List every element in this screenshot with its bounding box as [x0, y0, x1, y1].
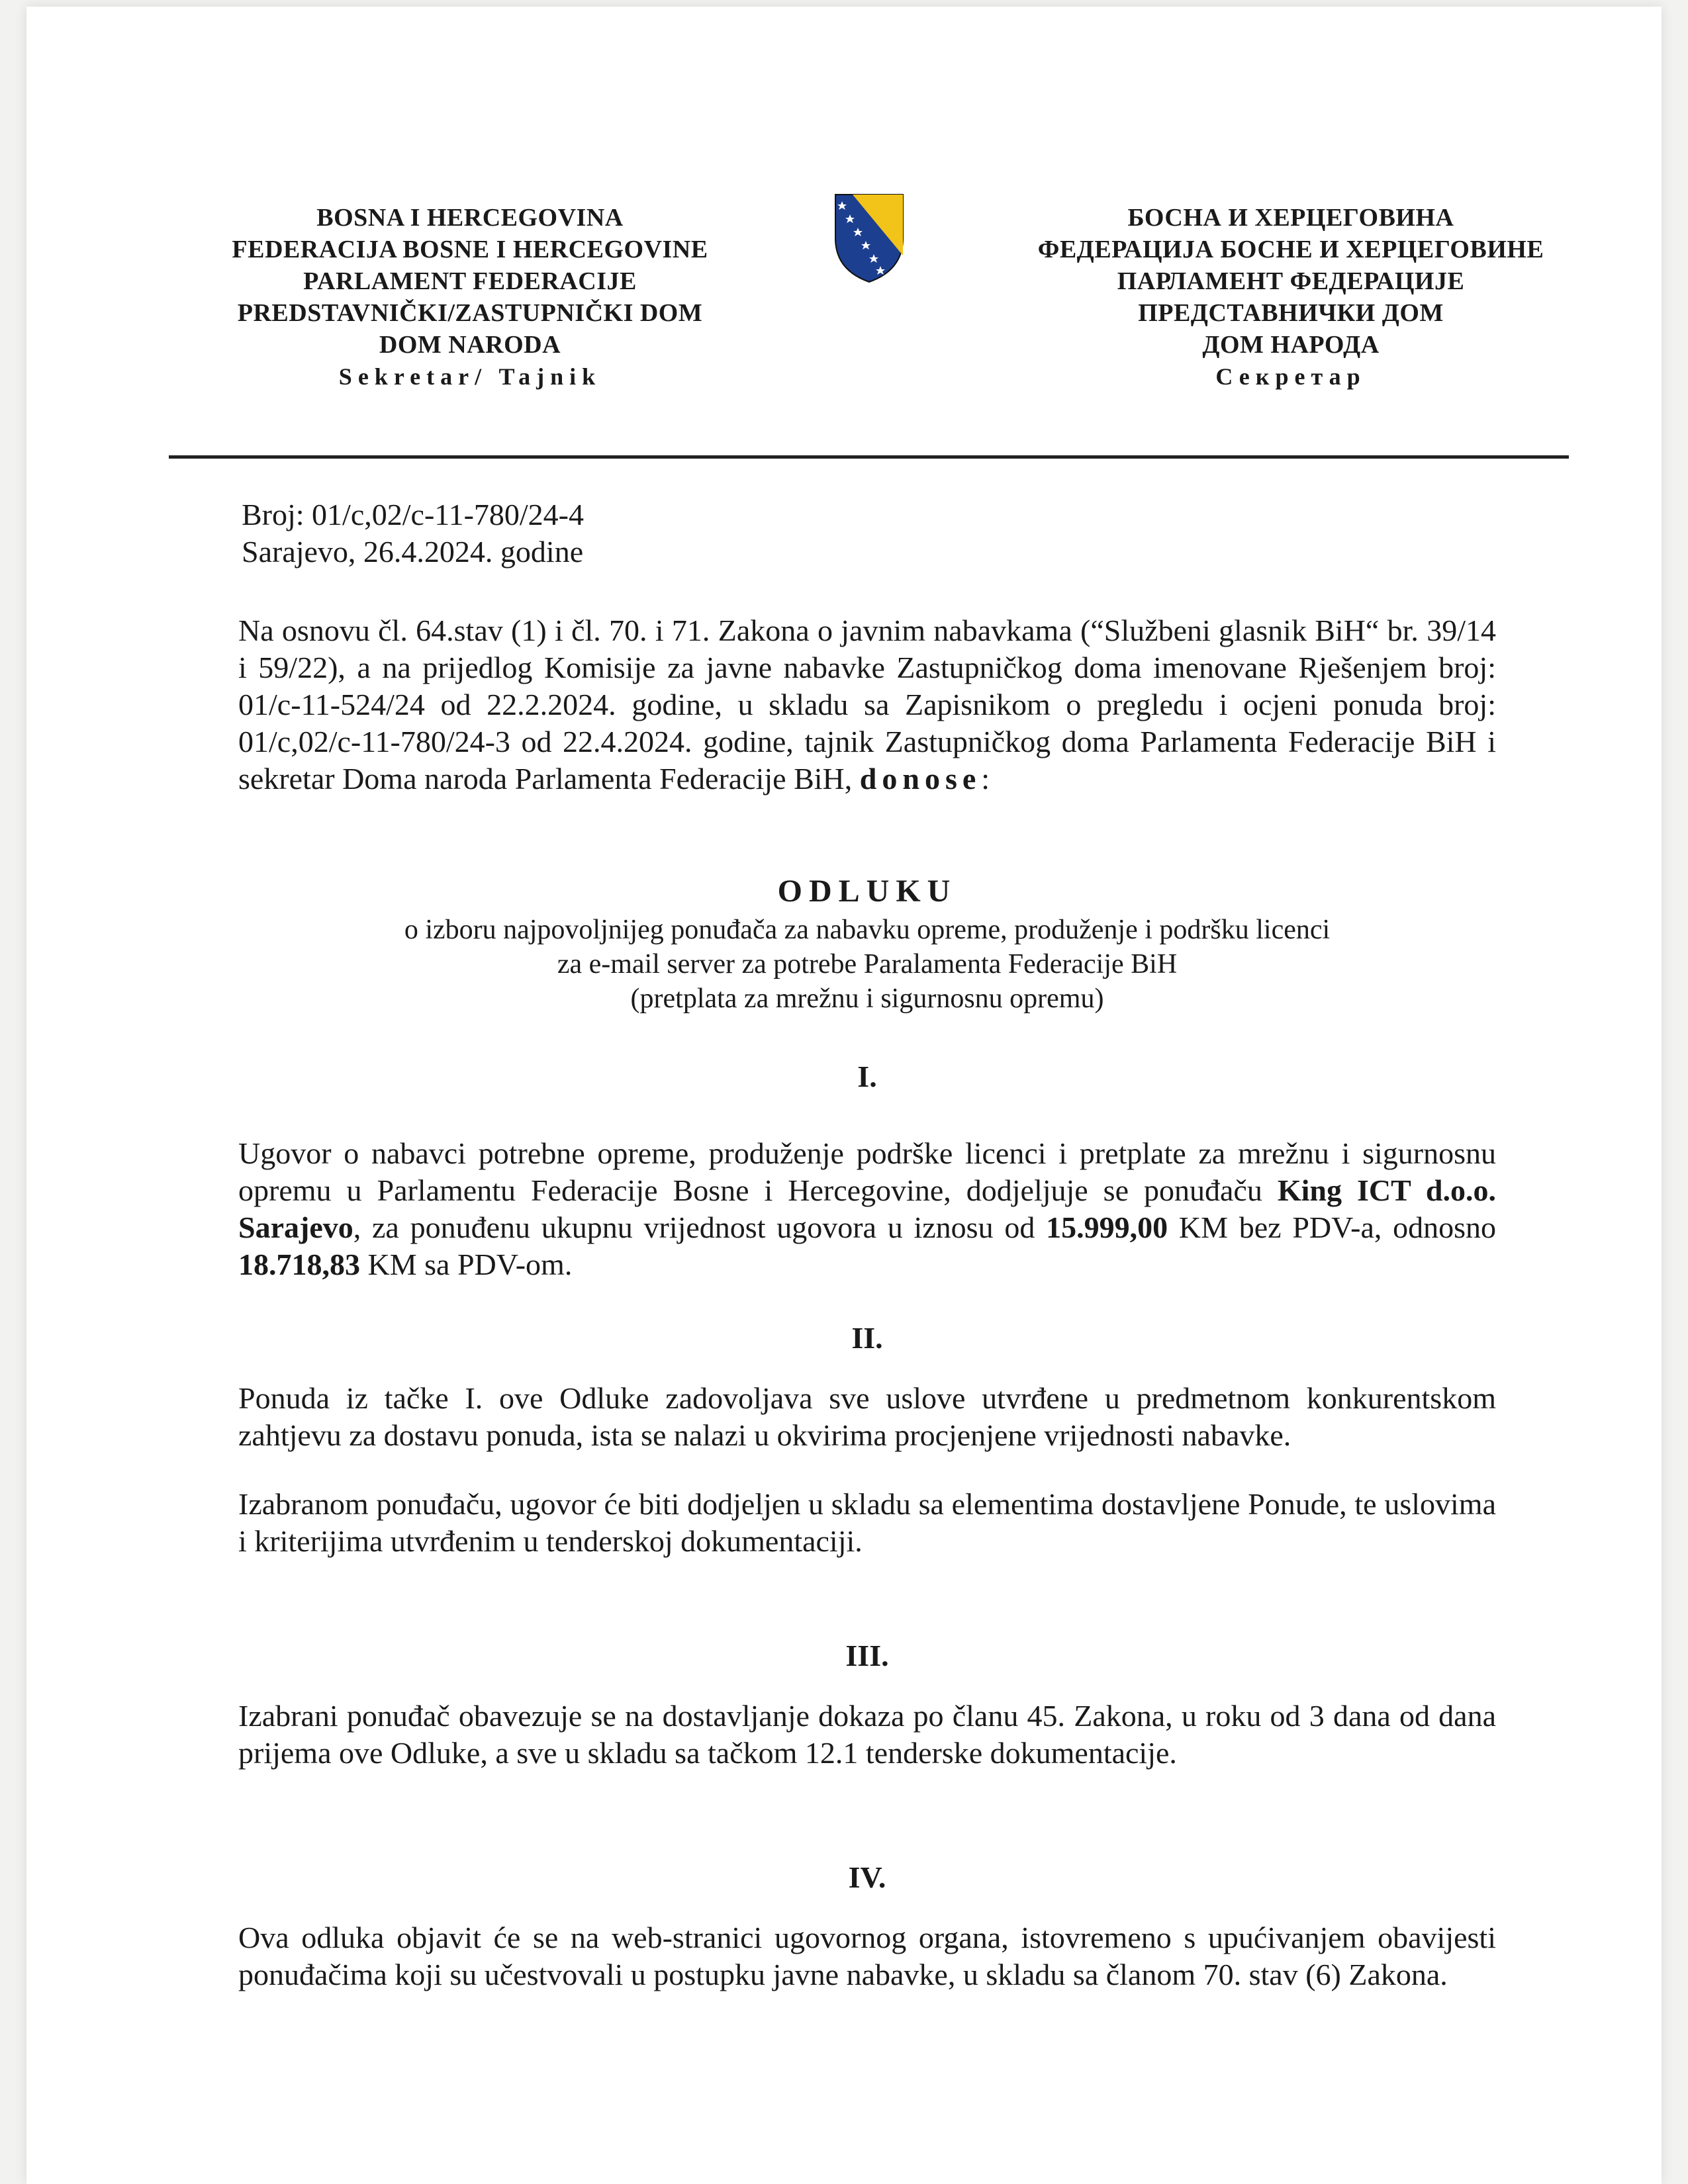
- header-right-line-2: ФЕДЕРАЦИЈА БОСНЕ И ХЕРЦЕГОВИНЕ: [1037, 236, 1544, 263]
- intro-paragraph: [238, 612, 1496, 797]
- title-main: ODLUKU: [777, 874, 957, 909]
- header-left: [199, 202, 741, 392]
- header-left-line-1: BOSNA I HERCEGOVINA: [316, 204, 624, 232]
- section-3-text: Izabrani ponuđač obavezuje se na dostavljanje dokaza po članu 45. Zakona, u roku od 3 dana od dana prijema ove Odluke, a sve u skladu sa tačkom 12.1 tenderske dokumentacije.: [238, 1699, 1496, 1770]
- header-left-line-5: DOM NARODA: [379, 331, 561, 359]
- document-number: Broj: 01/c,02/c-11-780/24-4: [242, 498, 584, 531]
- header-right-line-3: ПАРЛАМЕНТ ФЕДЕРАЦИЈЕ: [1117, 267, 1465, 295]
- section-2-para-1: Ponuda iz tačke I. ove Odluke zadovoljava sve uslove utvrđene u predmetnom konkurentskom zahtjevu za dostavu ponuda, ista se nalazi u okvirima procjenjene vrijednosti nabavke.: [238, 1381, 1496, 1452]
- header-right-line-5: ДОМ НАРОДА: [1202, 331, 1380, 359]
- selected-bidder: King ICT d.o.o. Sarajevo: [238, 1173, 1497, 1244]
- header-right-line-1: БОСНА И ХЕРЦЕГОВИНА: [1127, 204, 1454, 232]
- section-2-heading: II.: [851, 1321, 883, 1355]
- header-right-line-6: Секретар: [1215, 363, 1366, 390]
- section-2-para-2: Izabranom ponuđaču, ugovor će biti dodjeljen u skladu sa elementima dostavljene Ponude, te uslovima i kriterijima utvrđenim u tenderskoj dokumentaciji.: [238, 1487, 1496, 1558]
- header-left-line-2: FEDERACIJA BOSNE I HERCEGOVINE: [232, 236, 708, 263]
- header-left-line-3: PARLAMENT FEDERACIJE: [303, 267, 637, 295]
- header-right-line-4: ПРЕДСТАВНИЧКИ ДОМ: [1138, 299, 1444, 327]
- section-1-text-b: , za ponuđenu ukupnu vrijednost ugovora u iznosu od: [353, 1210, 1035, 1244]
- document-date: Sarajevo, 26.4.2024. godine: [242, 535, 584, 569]
- section-1-text-c: KM bez PDV-a, odnosno: [1178, 1210, 1497, 1244]
- intro-text: Na osnovu čl. 64.stav (1) i čl. 70. i 71. Zakona o javnim nabavkama (“Službeni glasnik BiH“ br. 39/14 i 59/22), a na prijedlog Komisije za javne nabavke Zastupničkog doma imenovane Rješenjem broj: 01/c-11-524/24 od 22.2.2024. godine, u skladu sa Zapisnikom o pregledu i ocjeni ponuda broj: 01/c,02/c-11-780/24-3 od 22.4.2024. godine, tajnik Zastupničkog doma Parlamenta Federacije BiH i sekretar Doma naroda Parlamenta Federacije BiH,: [238, 614, 1496, 796]
- amount-net: 15.999,00: [1046, 1210, 1168, 1244]
- section-1-text-d: KM sa PDV-om.: [367, 1248, 573, 1281]
- section-1-text-a: Ugovor o nabavci potrebne opreme, produženje podrške licenci i pretplate za mrežnu i sigurnosnu opremu u Parlamentu Federacije Bosne i Hercegovine, dodjeljuje se ponuđaču: [238, 1136, 1496, 1207]
- header-left-line-6: Sekretar/ Tajnik: [338, 363, 602, 390]
- title-line-2: za e-mail server za potrebe Paralamenta Federacije BiH: [557, 949, 1178, 979]
- section-3-heading: III.: [845, 1639, 889, 1672]
- decision-title: [238, 870, 1496, 1016]
- title-line-3: (pretplata za mrežnu i sigurnosnu opremu): [630, 983, 1104, 1014]
- section-4-heading: IV.: [848, 1860, 886, 1894]
- title-line-1: o izboru najpovoljnijeg ponuđača za nabavku opreme, produženje i podršku licenci: [404, 915, 1331, 945]
- document-meta: [242, 496, 584, 570]
- header-divider: [169, 455, 1569, 459]
- section-4-text: Ova odluka objavit će se na web-stranici ugovornog organa, istovremeno s upućivanjem obavijesti ponuđačima koji su učestvovali u postupku javne nabavke, u skladu sa članom 70. stav (6) Zakona.: [238, 1921, 1496, 1991]
- header-right: [993, 202, 1589, 392]
- bih-coat-of-arms-icon: [833, 192, 906, 285]
- amount-gross: 18.718,83: [238, 1248, 360, 1281]
- section-1-text: [238, 1135, 1496, 1283]
- header-left-line-4: PREDSTAVNIČKI/ZASTUPNIČKI DOM: [237, 299, 703, 327]
- intro-verb: donose: [859, 762, 982, 796]
- section-1-heading: I.: [857, 1060, 877, 1093]
- intro-verb-suffix: :: [981, 762, 990, 796]
